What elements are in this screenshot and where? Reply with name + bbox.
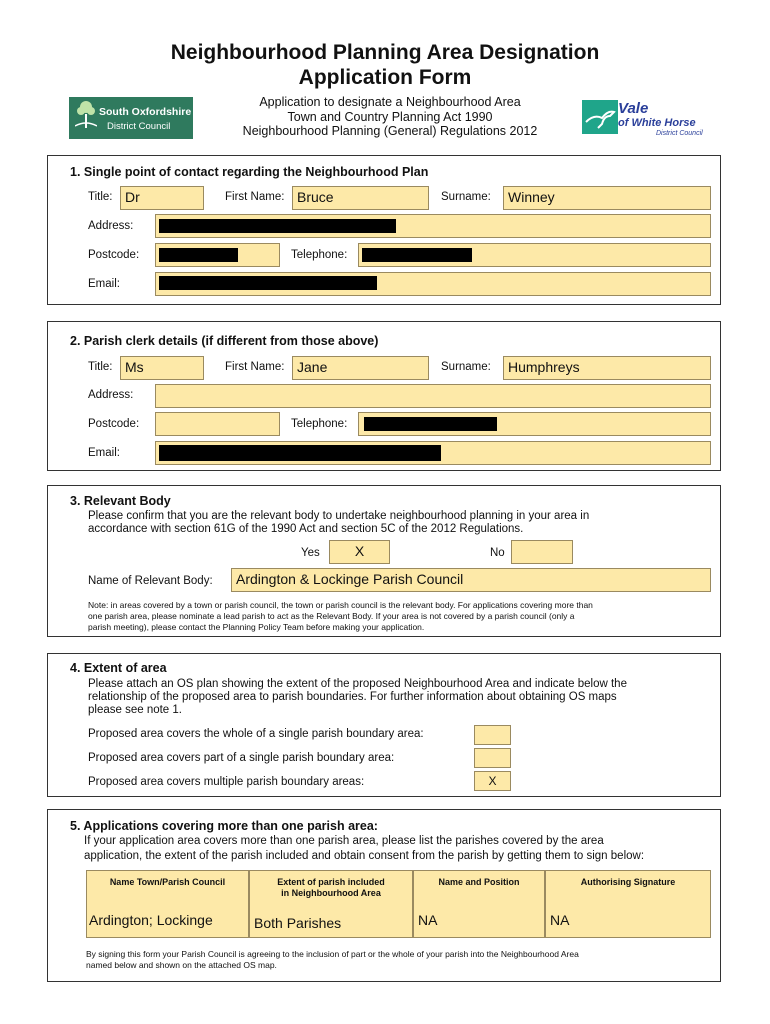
- no-checkbox[interactable]: [511, 540, 573, 564]
- section-5-para-line1: If your application area covers more than one parish area, please list the parishes covered by the area: [84, 835, 604, 847]
- option-part-checkbox[interactable]: [474, 748, 511, 768]
- footer-line1: By signing this form your Parish Council is agreeing to the inclusion of part or the whole of your parish into the Neighbourhood Area: [86, 949, 579, 959]
- surname-field[interactable]: Humphreys: [503, 356, 711, 380]
- parish-name-cell[interactable]: [86, 870, 249, 938]
- postcode-label: Postcode:: [88, 249, 140, 261]
- note-line1: Note: in areas covered by a town or parish council, the town or parish council is the relevant body. For applications covering more than: [88, 600, 593, 610]
- section-3: [47, 485, 721, 637]
- yes-label: Yes: [301, 547, 320, 559]
- col-header-extent-line2: in Neighbourhood Area: [281, 888, 381, 898]
- col-header-parish: Name Town/Parish Council: [109, 877, 226, 887]
- option-part-label: Proposed area covers part of a single parish boundary area:: [88, 752, 395, 764]
- postcode-field[interactable]: [155, 412, 280, 436]
- col-header-name-position: Name and Position: [438, 877, 520, 887]
- section-5-para-line2: application, the extent of the parish included and obtain consent from the parish by getting them to sign below:: [84, 850, 645, 862]
- section-1: [47, 155, 721, 305]
- surname-label: Surname:: [441, 191, 491, 203]
- email-label: Email:: [88, 447, 120, 459]
- relevant-body-label: Name of Relevant Body:: [88, 575, 213, 587]
- section-4: [47, 653, 721, 797]
- first-name-label: First Name:: [225, 191, 285, 203]
- note-line3: parish meeting), please contact the Planning Policy Team before making your application.: [88, 622, 425, 632]
- no-label: No: [490, 547, 505, 559]
- option-whole-checkbox[interactable]: [474, 725, 511, 745]
- note-line2: one parish area, please nominate a lead parish to act as the Relevant Body. If your area is not covered by a parish council (only a: [88, 611, 575, 621]
- first-name-field[interactable]: Jane: [292, 356, 429, 380]
- subtitle-line1: Application to designate a Neighbourhood Area: [259, 95, 521, 109]
- south-oxfordshire-logo: [69, 97, 193, 139]
- telephone-label: Telephone:: [291, 418, 348, 430]
- section-5: [47, 809, 721, 982]
- redaction-bar: [362, 248, 472, 262]
- first-name-field[interactable]: Bruce: [292, 186, 429, 210]
- yes-checkbox[interactable]: X: [329, 540, 390, 564]
- section-2-heading: 2. Parish clerk details (if different from those above): [70, 334, 379, 348]
- right-logo-text2: of White Horse: [618, 117, 696, 129]
- col-header-extent-line1: Extent of parish included: [277, 877, 385, 887]
- col-header-signature: Authorising Signature: [580, 877, 676, 887]
- section-4-para-line3: please see note 1.: [88, 704, 182, 716]
- title-label: Title:: [88, 361, 113, 373]
- address-label: Address:: [88, 389, 134, 401]
- left-logo-text2: District Council: [107, 121, 171, 132]
- section-3-heading: 3. Relevant Body: [70, 494, 171, 508]
- extent-value: Both Parishes: [254, 915, 342, 931]
- postcode-label: Postcode:: [88, 418, 140, 430]
- option-whole-label: Proposed area covers the whole of a single parish boundary area:: [88, 728, 424, 740]
- page-title-line2: Application Form: [298, 66, 472, 89]
- telephone-label: Telephone:: [291, 249, 348, 261]
- right-logo-text1: Vale: [618, 100, 649, 117]
- title-field[interactable]: Ms: [120, 356, 204, 380]
- signature-cell[interactable]: [545, 870, 711, 938]
- first-name-label: First Name:: [225, 361, 285, 373]
- section-4-heading: 4. Extent of area: [70, 661, 167, 675]
- title-label: Title:: [88, 191, 113, 203]
- white-horse-icon: [582, 100, 618, 134]
- redaction-bar: [159, 445, 441, 461]
- address-field[interactable]: [155, 384, 711, 408]
- subtitle-line2: Town and Country Planning Act 1990: [287, 109, 493, 124]
- surname-field[interactable]: Winney: [503, 186, 711, 210]
- signature-value: NA: [550, 912, 570, 928]
- option-multiple-checkbox[interactable]: X: [474, 771, 511, 791]
- extent-cell[interactable]: [249, 870, 413, 938]
- subtitle-line3: Neighbourhood Planning (General) Regulations 2012: [242, 124, 538, 138]
- name-position-cell[interactable]: [413, 870, 545, 938]
- section-2: [47, 321, 721, 471]
- section-4-para-line2: relationship of the proposed area to parish boundaries. For further information about obtaining OS maps: [88, 691, 617, 703]
- address-label: Address:: [88, 220, 134, 232]
- surname-label: Surname:: [441, 361, 491, 373]
- footer-line2: named below and shown on the attached OS map.: [86, 960, 277, 970]
- section-3-para-line2: accordance with section 61G of the 1990 Act and section 5C of the 2012 Regulations.: [88, 523, 524, 535]
- option-multiple-label: Proposed area covers multiple parish boundary areas:: [88, 776, 365, 788]
- section-1-heading: 1. Single point of contact regarding the Neighbourhood Plan: [70, 165, 429, 179]
- section-3-para-line1: Please confirm that you are the relevant body to undertake neighbourhood planning in your area in: [88, 510, 590, 522]
- vale-logo: [582, 98, 712, 140]
- tree-icon: [75, 100, 97, 130]
- page-title: Neighbourhood Planning Area Designation: [170, 41, 600, 64]
- relevant-body-field[interactable]: Ardington & Lockinge Parish Council: [231, 568, 711, 592]
- redaction-bar: [159, 248, 238, 262]
- name-position-value: NA: [418, 912, 438, 928]
- email-label: Email:: [88, 278, 120, 290]
- right-logo-text3: District Council: [656, 130, 703, 137]
- left-logo-text1: South Oxfordshire: [99, 106, 192, 118]
- section-4-para-line1: Please attach an OS plan showing the extent of the proposed Neighbourhood Area and indicate below the: [88, 678, 627, 690]
- title-field[interactable]: Dr: [120, 186, 204, 210]
- parish-name-value: Ardington; Lockinge: [89, 912, 213, 928]
- redaction-bar: [159, 219, 396, 233]
- section-5-heading: 5. Applications covering more than one parish area:: [70, 819, 378, 833]
- redaction-bar: [364, 417, 497, 431]
- redaction-bar: [159, 276, 377, 290]
